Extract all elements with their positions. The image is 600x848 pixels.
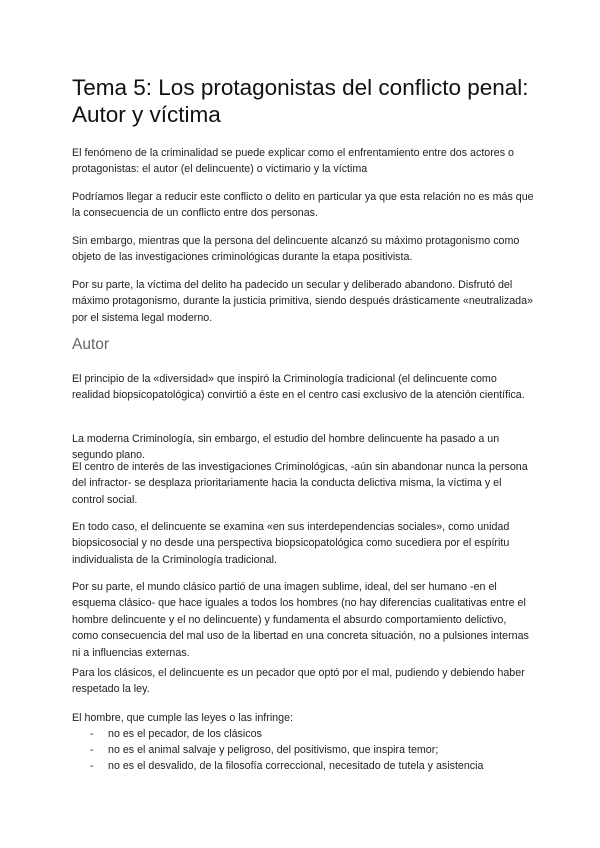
paragraph-autor-2: La moderna Criminología, sin embargo, el estudio del hombre delincuente ha pasado a un segundo plano. bbox=[72, 433, 500, 462]
bullet-list bbox=[72, 726, 542, 775]
list-item bbox=[72, 742, 542, 758]
list-item bbox=[72, 726, 542, 742]
paragraph-autor-5: Por su parte, el mundo clásico partió de una imagen sublime, ideal, del ser humano -en el esquema clásico- que hace iguales a todos los hombres (no hay diferencias cualitativas entre el hombre delincuente y el no delincuente) y fundamenta el absurdo comportamiento delictivo, como consecuencia del mal uso de la libertad en una concreta situación, no a pulsiones internas ni a influencias externas. bbox=[72, 581, 529, 659]
list-item-text: no es el pecador, de los clásicos bbox=[108, 728, 262, 740]
list-item bbox=[72, 758, 542, 774]
list-item-text: no es el animal salvaje y peligroso, del positivismo, que inspira temor; bbox=[108, 744, 439, 757]
paragraph-intro-1: El fenómeno de la criminalidad se puede explicar como el enfrentamiento entre dos actores o protagonistas: el autor (el delincuente) o victimario y la víctima bbox=[72, 147, 515, 176]
bullet-dash: - bbox=[90, 760, 94, 773]
bullet-dash: - bbox=[90, 728, 94, 740]
section-heading-autor: Autor bbox=[72, 336, 110, 353]
page-title: Tema 5: Los protagonistas del conflicto penal: Autor y víctima bbox=[72, 75, 529, 127]
paragraph-intro-4: Por su parte, la víctima del delito ha padecido un secular y deliberado abandono. Disfrutó del máximo protagonismo, durante la justicia primitiva, siendo después drásticamente «neutralizada» por el sistema legal moderno. bbox=[72, 279, 533, 324]
paragraph-intro-3: Sin embargo, mientras que la persona del delincuente alcanzó su máximo protagonismo como objeto de las investigaciones criminológicas durante la etapa positivista. bbox=[72, 235, 520, 264]
bullet-dash: - bbox=[90, 744, 94, 757]
paragraph-autor-1: El principio de la «diversidad» que inspiró la Criminología tradicional (el delincuente como realidad biopsicopatológica) convirtió a éste en el centro casi exclusivo de la atención científica. bbox=[72, 373, 525, 402]
list-item-text: no es el desvalido, de la filosofía correccional, necesitado de tutela y asistencia bbox=[108, 760, 484, 773]
paragraph-autor-3: El centro de interés de las investigaciones Criminológicas, -aún sin abandonar nunca la persona del infractor- se desplaza prioritariamente hacia la conducta delictiva misma, la víctima y el control social. bbox=[72, 461, 528, 506]
paragraph-intro-2: Podríamos llegar a reducir este conflicto o delito en particular ya que esta relación no es más que la consecuencia de un conflicto entre dos personas. bbox=[72, 191, 534, 220]
paragraph-autor-6: Para los clásicos, el delincuente es un pecador que optó por el mal, pudiendo y debiendo haber respetado la ley. bbox=[72, 667, 525, 696]
paragraph-autor-7: El hombre, que cumple las leyes o las infringe: bbox=[72, 712, 293, 724]
paragraph-autor-4: En todo caso, el delincuente se examina «en sus interdependencias sociales», como unidad biopsicosocial y no desde una perspectiva biopsicopatológica como sucediera por el espíritu individualista de la Criminología tradicional. bbox=[72, 521, 510, 566]
